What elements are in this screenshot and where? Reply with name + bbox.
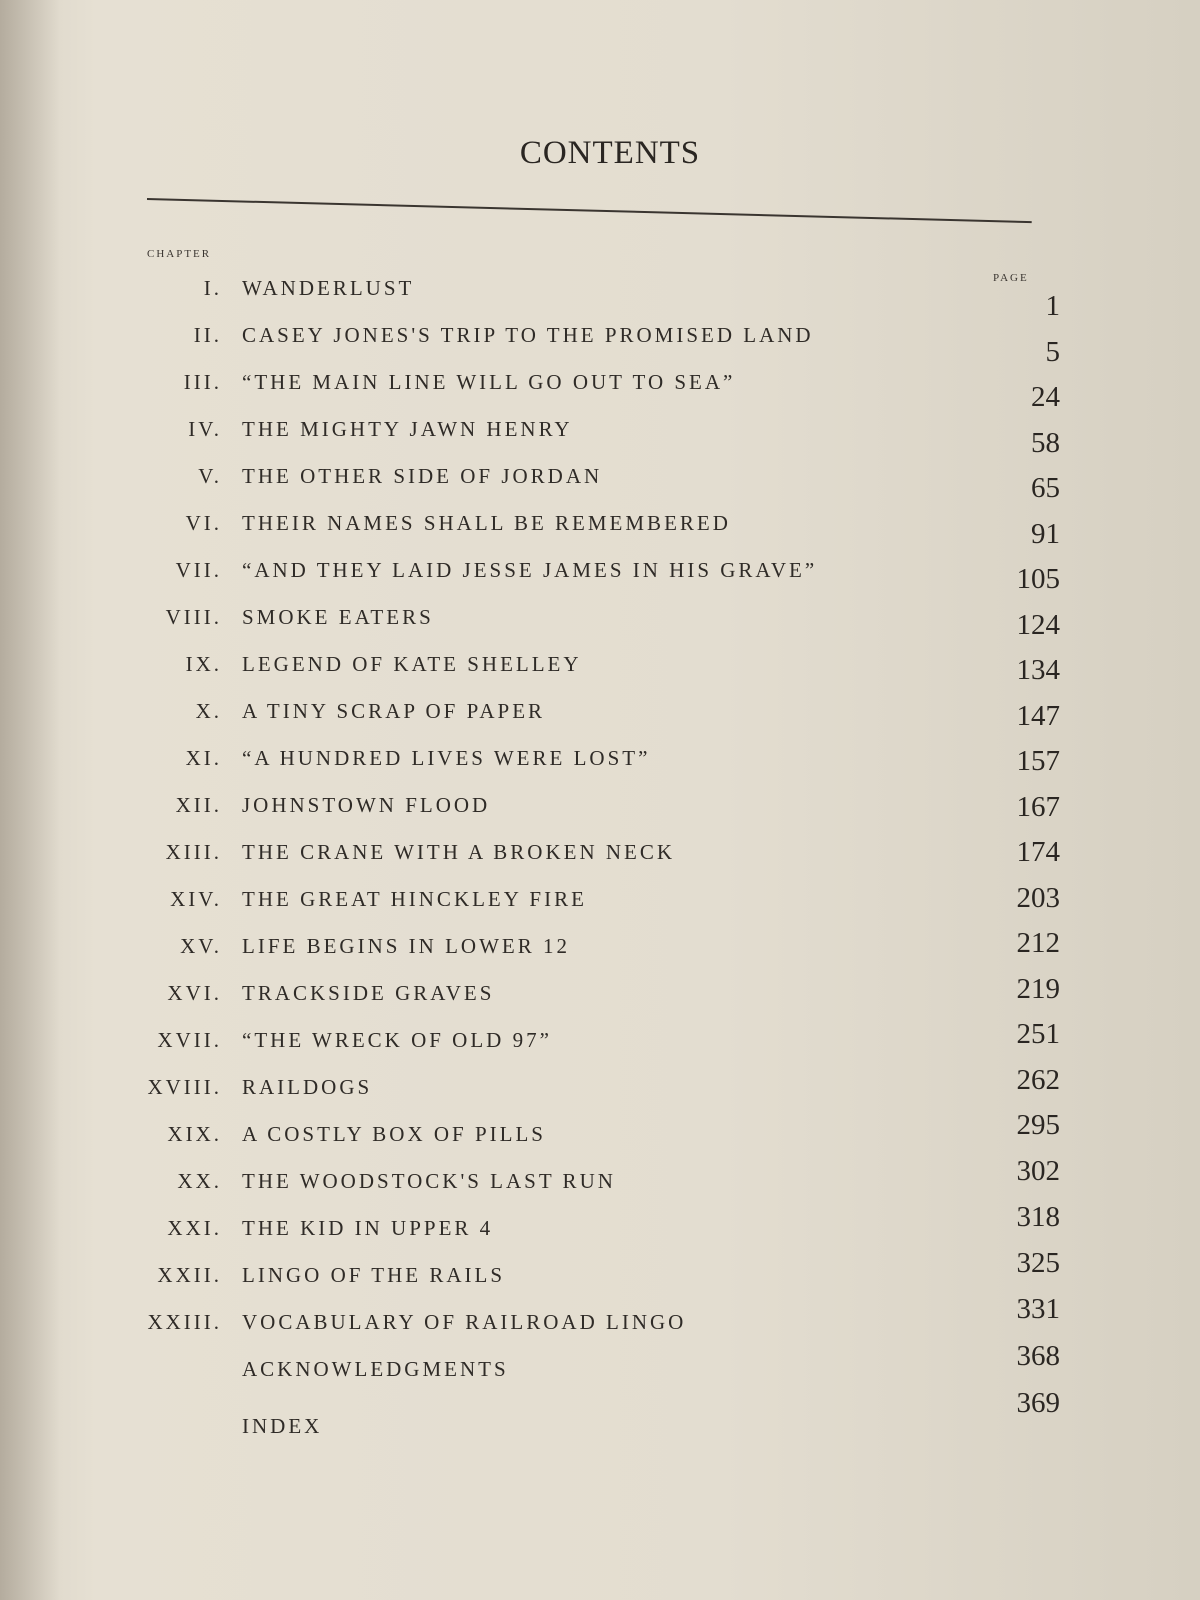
page-number: 318 (1016, 1201, 1060, 1233)
page-number: 262 (1016, 1064, 1060, 1096)
chapter-number: XIII. (165, 840, 222, 864)
chapter-title: ACKNOWLEDGMENTS (242, 1357, 509, 1381)
chapter-title: THE OTHER SIDE OF JORDAN (242, 464, 603, 488)
chapter-number: XXII. (157, 1263, 222, 1287)
chapter-number: II. (193, 323, 222, 347)
page-number: 58 (1031, 427, 1060, 459)
chapter-column-label: CHAPTER (147, 248, 212, 260)
chapter-title: THE CRANE WITH A BROKEN NECK (242, 840, 676, 864)
chapter-number: VIII. (165, 605, 222, 629)
page-number: 251 (1016, 1018, 1060, 1050)
page-number: 174 (1016, 836, 1060, 868)
chapter-title: A COSTLY BOX OF PILLS (242, 1122, 546, 1146)
chapter-title: THE MIGHTY JAWN HENRY (242, 417, 573, 441)
page-number: 295 (1016, 1109, 1060, 1141)
chapter-number: XIV. (170, 887, 222, 911)
page-number: 212 (1016, 927, 1060, 959)
chapter-title: RAILDOGS (242, 1075, 373, 1099)
chapter-title: LEGEND OF KATE SHELLEY (242, 652, 582, 676)
chapter-title: LINGO OF THE RAILS (242, 1263, 506, 1287)
page-number: 1 (1045, 290, 1060, 322)
chapter-title: THE KID IN UPPER 4 (242, 1216, 494, 1240)
chapter-number: IV. (188, 417, 222, 441)
chapter-title: VOCABULARY OF RAILROAD LINGO (242, 1310, 687, 1334)
chapter-title: WANDERLUST (242, 276, 415, 300)
chapter-title: JOHNSTOWN FLOOD (242, 793, 491, 817)
chapter-number: XXI. (167, 1216, 222, 1240)
chapter-number: XII. (175, 793, 222, 817)
chapter-number: XX. (177, 1169, 222, 1193)
chapter-number: V. (198, 464, 222, 488)
page-number: 302 (1016, 1155, 1060, 1187)
page-number: 325 (1016, 1247, 1060, 1279)
chapter-title: THEIR NAMES SHALL BE REMEMBERED (242, 511, 731, 535)
chapter-title: CASEY JONES'S TRIP TO THE PROMISED LAND (242, 323, 814, 347)
page-number: 331 (1016, 1293, 1060, 1325)
page-number: 124 (1016, 609, 1060, 641)
chapter-number: III. (183, 370, 222, 394)
chapter-title: “THE WRECK OF OLD 97” (242, 1028, 552, 1052)
chapter-title: LIFE BEGINS IN LOWER 12 (242, 934, 570, 958)
chapter-number: XVI. (167, 981, 222, 1005)
chapter-number: XV. (180, 934, 222, 958)
chapter-title: THE GREAT HINCKLEY FIRE (242, 887, 587, 911)
page-number: 105 (1016, 563, 1060, 595)
page-number: 5 (1045, 336, 1060, 368)
chapter-title: A TINY SCRAP OF PAPER (242, 699, 546, 723)
chapter-title: “AND THEY LAID JESSE JAMES IN HIS GRAVE” (242, 558, 818, 582)
page-number: 368 (1016, 1340, 1060, 1372)
chapter-number: XVIII. (147, 1075, 222, 1099)
page-number: 91 (1031, 518, 1060, 550)
chapter-number: X. (195, 699, 222, 723)
page-number: 65 (1031, 472, 1060, 504)
chapter-title: “A HUNDRED LIVES WERE LOST” (242, 746, 651, 770)
contents-heading: CONTENTS (519, 135, 701, 171)
page-number: 369 (1016, 1387, 1060, 1419)
chapter-title: INDEX (242, 1414, 323, 1438)
heading-rule (147, 198, 1032, 223)
page-number: 134 (1016, 654, 1060, 686)
chapter-number: IX. (185, 652, 222, 676)
chapter-title: TRACKSIDE GRAVES (242, 981, 495, 1005)
chapter-title: SMOKE EATERS (242, 605, 434, 629)
chapter-number: XVII. (157, 1028, 222, 1052)
page-number: 219 (1016, 973, 1060, 1005)
chapter-number: XXIII. (147, 1310, 222, 1334)
page-number: 203 (1016, 882, 1060, 914)
chapter-number: XIX. (167, 1122, 222, 1146)
page-number: 147 (1016, 700, 1060, 732)
page-number: 24 (1031, 381, 1060, 413)
page-number: 167 (1016, 791, 1060, 823)
chapter-number: I. (203, 276, 222, 300)
chapter-number: XI. (185, 746, 222, 770)
page-number: 157 (1016, 745, 1060, 777)
chapter-title: THE WOODSTOCK'S LAST RUN (242, 1169, 616, 1193)
page-column-label: PAGE (993, 272, 1029, 284)
chapter-number: VI. (185, 511, 222, 535)
chapter-title: “THE MAIN LINE WILL GO OUT TO SEA” (242, 370, 736, 394)
chapter-number: VII. (175, 558, 222, 582)
